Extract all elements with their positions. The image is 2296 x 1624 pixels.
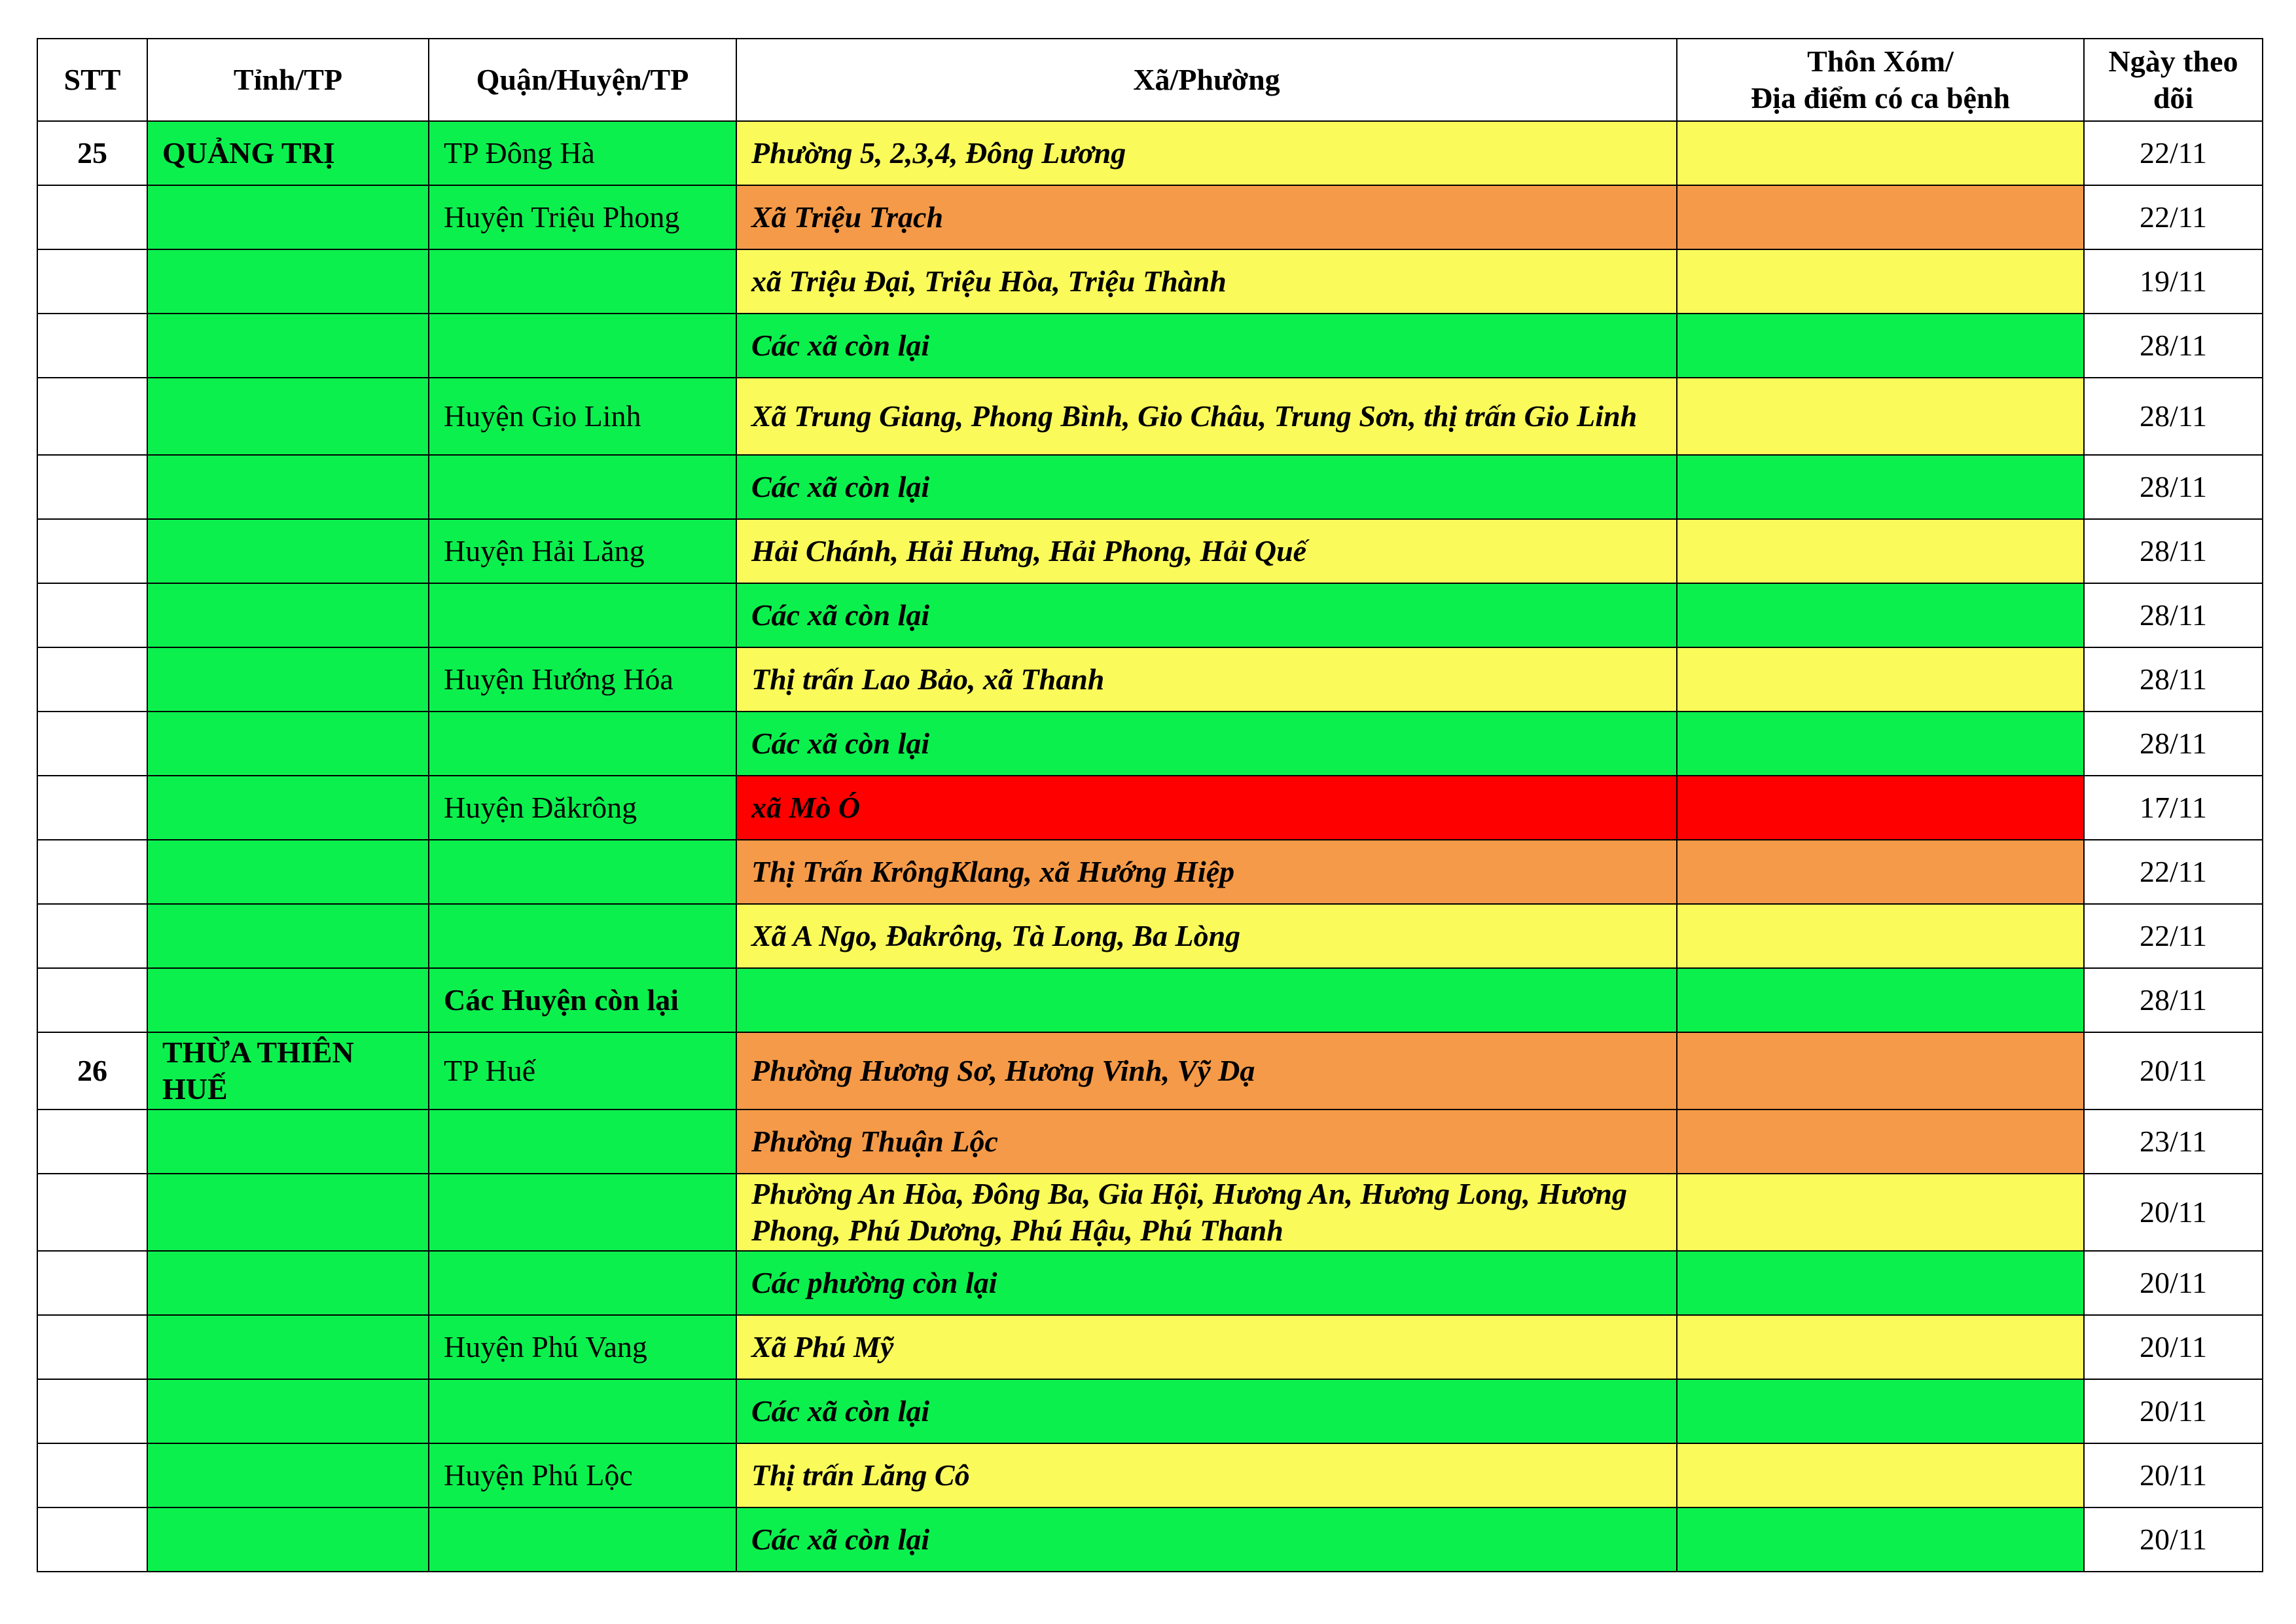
header-date xyxy=(2084,39,2263,121)
row-stt-cell xyxy=(37,840,147,904)
header-date-line2: dõi xyxy=(2153,81,2194,115)
row-district-cell: Huyện Hướng Hóa xyxy=(429,647,736,712)
table-row xyxy=(37,121,2263,185)
row-ward-cell: Xã Triệu Trạch xyxy=(736,185,1677,249)
header-hamlet xyxy=(1677,39,2084,121)
row-hamlet-cell xyxy=(1677,1032,2084,1110)
row-hamlet-cell xyxy=(1677,904,2084,968)
table-row xyxy=(37,583,2263,647)
row-stt-cell xyxy=(37,314,147,378)
row-district-cell: Huyện Hải Lăng xyxy=(429,519,736,583)
row-ward-cell: Thị Trấn KrôngKlang, xã Hướng Hiệp xyxy=(736,840,1677,904)
row-date-cell: 28/11 xyxy=(2084,314,2263,378)
row-hamlet-cell xyxy=(1677,1174,2084,1251)
row-date-cell: 28/11 xyxy=(2084,455,2263,519)
row-hamlet-cell xyxy=(1677,249,2084,314)
row-province-cell xyxy=(147,647,429,712)
header-row xyxy=(37,39,2263,121)
header-ward: Xã/Phường xyxy=(736,39,1677,121)
row-stt-cell xyxy=(37,1507,147,1572)
row-hamlet-cell xyxy=(1677,1507,2084,1572)
row-district-cell xyxy=(429,583,736,647)
header-date-line1: Ngày theo xyxy=(2108,45,2238,78)
row-district-cell: Các Huyện còn lại xyxy=(429,968,736,1032)
row-date-cell: 28/11 xyxy=(2084,519,2263,583)
row-province-cell xyxy=(147,968,429,1032)
row-hamlet-cell xyxy=(1677,378,2084,455)
table-row xyxy=(37,1315,2263,1379)
table-row xyxy=(37,1110,2263,1174)
row-district-cell xyxy=(429,455,736,519)
row-district-cell xyxy=(429,314,736,378)
table-row xyxy=(37,314,2263,378)
table-row xyxy=(37,1032,2263,1110)
row-ward-cell: Phường 5, 2,3,4, Đông Lương xyxy=(736,121,1677,185)
row-hamlet-cell xyxy=(1677,1443,2084,1507)
row-province-cell xyxy=(147,185,429,249)
table-row xyxy=(37,1507,2263,1572)
row-hamlet-cell xyxy=(1677,314,2084,378)
row-date-cell: 20/11 xyxy=(2084,1315,2263,1379)
row-hamlet-cell xyxy=(1677,1379,2084,1443)
row-date-cell: 20/11 xyxy=(2084,1507,2263,1572)
row-stt-cell: 26 xyxy=(37,1032,147,1110)
table-row xyxy=(37,712,2263,776)
row-hamlet-cell xyxy=(1677,968,2084,1032)
row-province-cell xyxy=(147,519,429,583)
table-row xyxy=(37,378,2263,455)
row-district-cell: Huyện Phú Vang xyxy=(429,1315,736,1379)
row-stt-cell xyxy=(37,1379,147,1443)
row-date-cell: 22/11 xyxy=(2084,904,2263,968)
row-date-cell: 22/11 xyxy=(2084,121,2263,185)
row-stt-cell xyxy=(37,583,147,647)
row-hamlet-cell xyxy=(1677,519,2084,583)
row-ward-cell: Các xã còn lại xyxy=(736,583,1677,647)
table-row xyxy=(37,185,2263,249)
row-province-cell xyxy=(147,1251,429,1315)
row-date-cell: 23/11 xyxy=(2084,1110,2263,1174)
table-row xyxy=(37,904,2263,968)
table-row xyxy=(37,1379,2263,1443)
row-province-cell xyxy=(147,1110,429,1174)
row-province-cell xyxy=(147,904,429,968)
row-district-cell: Huyện Triệu Phong xyxy=(429,185,736,249)
table-row xyxy=(37,519,2263,583)
row-stt-cell: 25 xyxy=(37,121,147,185)
row-stt-cell xyxy=(37,1174,147,1251)
row-ward-cell: Các xã còn lại xyxy=(736,712,1677,776)
row-hamlet-cell xyxy=(1677,185,2084,249)
row-district-cell xyxy=(429,1251,736,1315)
row-district-cell xyxy=(429,1110,736,1174)
row-ward-cell: Các xã còn lại xyxy=(736,314,1677,378)
row-ward-cell: Xã Trung Giang, Phong Bình, Gio Châu, Trung Sơn, thị trấn Gio Linh xyxy=(736,378,1677,455)
row-hamlet-cell xyxy=(1677,776,2084,840)
row-province-cell xyxy=(147,249,429,314)
row-hamlet-cell xyxy=(1677,1110,2084,1174)
table-row xyxy=(37,1251,2263,1315)
row-stt-cell xyxy=(37,249,147,314)
row-ward-cell: Phường Thuận Lộc xyxy=(736,1110,1677,1174)
row-ward-cell: Phường Hương Sơ, Hương Vinh, Vỹ Dạ xyxy=(736,1032,1677,1110)
row-stt-cell xyxy=(37,378,147,455)
row-district-cell xyxy=(429,904,736,968)
row-date-cell: 20/11 xyxy=(2084,1251,2263,1315)
row-province-cell xyxy=(147,1507,429,1572)
table-body xyxy=(37,121,2263,1572)
row-hamlet-cell xyxy=(1677,583,2084,647)
row-province-cell xyxy=(147,378,429,455)
row-district-cell: TP Huế xyxy=(429,1032,736,1110)
row-ward-cell: Xã Phú Mỹ xyxy=(736,1315,1677,1379)
row-ward-cell: Xã A Ngo, Đakrông, Tà Long, Ba Lòng xyxy=(736,904,1677,968)
row-ward-cell: xã Triệu Đại, Triệu Hòa, Triệu Thành xyxy=(736,249,1677,314)
row-date-cell: 28/11 xyxy=(2084,647,2263,712)
row-province-cell xyxy=(147,1315,429,1379)
row-district-cell xyxy=(429,1507,736,1572)
row-date-cell: 20/11 xyxy=(2084,1174,2263,1251)
row-ward-cell: Các phường còn lại xyxy=(736,1251,1677,1315)
row-hamlet-cell xyxy=(1677,455,2084,519)
row-hamlet-cell xyxy=(1677,712,2084,776)
row-stt-cell xyxy=(37,1315,147,1379)
row-stt-cell xyxy=(37,968,147,1032)
row-district-cell xyxy=(429,1174,736,1251)
row-district-cell: Huyện Gio Linh xyxy=(429,378,736,455)
row-province-cell xyxy=(147,1174,429,1251)
row-province-cell xyxy=(147,1379,429,1443)
row-stt-cell xyxy=(37,776,147,840)
row-hamlet-cell xyxy=(1677,1315,2084,1379)
row-ward-cell: Các xã còn lại xyxy=(736,455,1677,519)
row-date-cell: 28/11 xyxy=(2084,583,2263,647)
table-row xyxy=(37,840,2263,904)
row-stt-cell xyxy=(37,185,147,249)
header-district: Quận/Huyện/TP xyxy=(429,39,736,121)
table-row xyxy=(37,968,2263,1032)
header-hamlet-line2: Địa điểm có ca bệnh xyxy=(1750,81,2011,115)
row-ward-cell xyxy=(736,968,1677,1032)
row-stt-cell xyxy=(37,1443,147,1507)
row-ward-cell: xã Mò Ó xyxy=(736,776,1677,840)
row-date-cell: 28/11 xyxy=(2084,378,2263,455)
row-district-cell xyxy=(429,1379,736,1443)
row-hamlet-cell xyxy=(1677,121,2084,185)
row-hamlet-cell xyxy=(1677,840,2084,904)
table-row xyxy=(37,455,2263,519)
row-district-cell: Huyện Phú Lộc xyxy=(429,1443,736,1507)
row-ward-cell: Thị trấn Lăng Cô xyxy=(736,1443,1677,1507)
header-province: Tỉnh/TP xyxy=(147,39,429,121)
row-ward-cell: Các xã còn lại xyxy=(736,1379,1677,1443)
row-district-cell: Huyện Đăkrông xyxy=(429,776,736,840)
row-district-cell xyxy=(429,840,736,904)
row-stt-cell xyxy=(37,455,147,519)
row-district-cell xyxy=(429,712,736,776)
row-date-cell: 20/11 xyxy=(2084,1443,2263,1507)
table-row xyxy=(37,249,2263,314)
row-province-cell xyxy=(147,583,429,647)
row-stt-cell xyxy=(37,647,147,712)
row-date-cell: 22/11 xyxy=(2084,840,2263,904)
row-stt-cell xyxy=(37,712,147,776)
row-province-cell: THỪA THIÊN HUẾ xyxy=(147,1032,429,1110)
row-province-cell: QUẢNG TRỊ xyxy=(147,121,429,185)
row-ward-cell: Thị trấn Lao Bảo, xã Thanh xyxy=(736,647,1677,712)
row-date-cell: 20/11 xyxy=(2084,1032,2263,1110)
row-date-cell: 28/11 xyxy=(2084,712,2263,776)
row-stt-cell xyxy=(37,519,147,583)
row-province-cell xyxy=(147,314,429,378)
row-stt-cell xyxy=(37,1110,147,1174)
table-row xyxy=(37,776,2263,840)
header-stt: STT xyxy=(37,39,147,121)
table-row xyxy=(37,1443,2263,1507)
row-stt-cell xyxy=(37,1251,147,1315)
covid-level-table xyxy=(37,38,2263,1572)
row-date-cell: 22/11 xyxy=(2084,185,2263,249)
row-hamlet-cell xyxy=(1677,1251,2084,1315)
row-stt-cell xyxy=(37,904,147,968)
table-row xyxy=(37,647,2263,712)
row-hamlet-cell xyxy=(1677,647,2084,712)
row-province-cell xyxy=(147,455,429,519)
row-ward-cell: Hải Chánh, Hải Hưng, Hải Phong, Hải Quế xyxy=(736,519,1677,583)
row-ward-cell: Phường An Hòa, Đông Ba, Gia Hội, Hương An, Hương Long, Hương Phong, Phú Dương, Phú Hậu, Phú Thanh xyxy=(736,1174,1677,1251)
row-ward-cell: Các xã còn lại xyxy=(736,1507,1677,1572)
header-hamlet-line1: Thôn Xóm/ xyxy=(1807,45,1954,78)
table-row xyxy=(37,1174,2263,1251)
row-province-cell xyxy=(147,840,429,904)
row-date-cell: 19/11 xyxy=(2084,249,2263,314)
row-province-cell xyxy=(147,712,429,776)
row-province-cell xyxy=(147,776,429,840)
row-district-cell xyxy=(429,249,736,314)
row-date-cell: 28/11 xyxy=(2084,968,2263,1032)
row-date-cell: 17/11 xyxy=(2084,776,2263,840)
row-district-cell: TP Đông Hà xyxy=(429,121,736,185)
row-date-cell: 20/11 xyxy=(2084,1379,2263,1443)
row-province-cell xyxy=(147,1443,429,1507)
